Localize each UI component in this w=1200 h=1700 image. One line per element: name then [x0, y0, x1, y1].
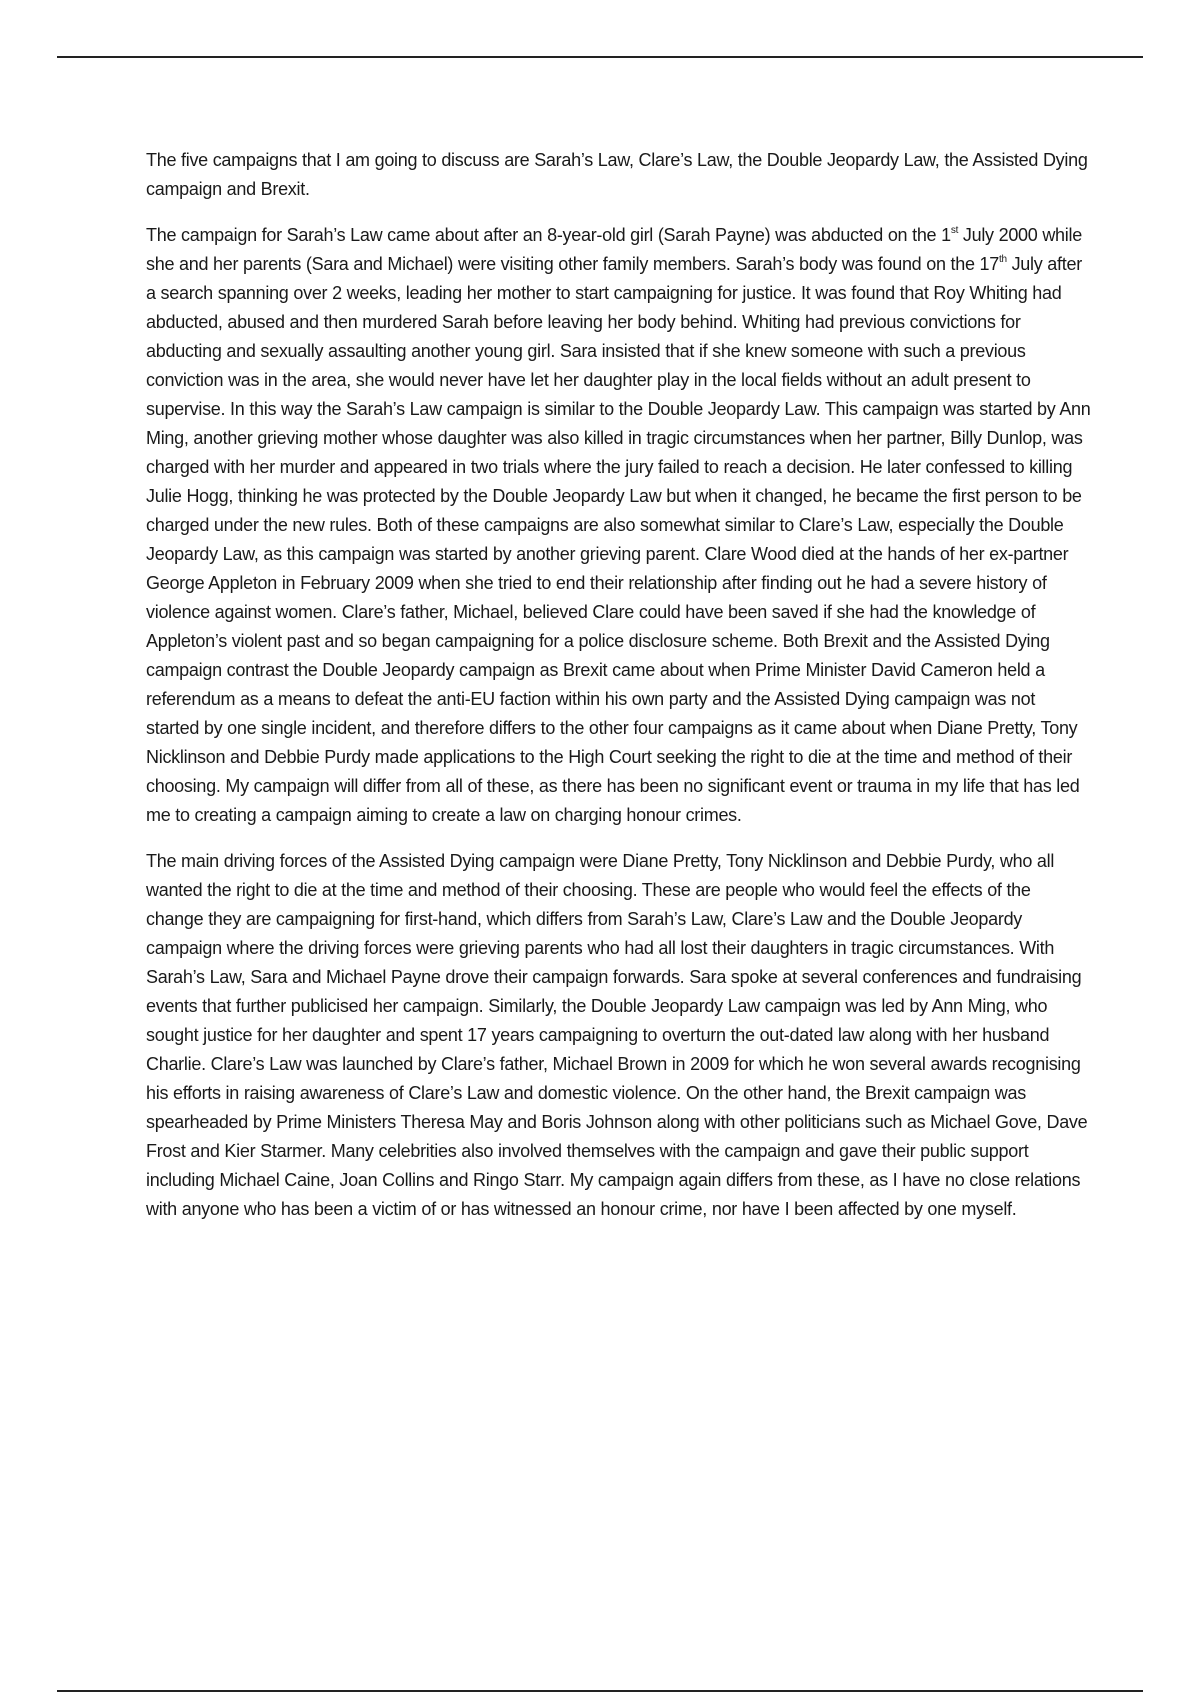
paragraph-text: The five campaigns that I am going to discuss are Sarah’s Law, Clare’s Law, the Double Jeopardy Law, the Assisted Dying campaign and Brexit. [146, 150, 1088, 199]
paragraph-text: July after a search spanning over 2 weeks, leading her mother to start campaigning for justice. It was found that Roy Whiting had abducted, abused and then murdered Sarah before leaving her body behind. Whiting had previous convictions for abducting and sexually assaulting another young girl. Sara insisted that if she knew someone with such a previous conviction was in the area, she would never have let her daughter play in the local fields without an adult present to supervise. In this way the Sarah’s Law campaign is similar to the Double Jeopardy Law. This campaign was started by Ann Ming, another grieving mother whose daughter was also killed in tragic circumstances when her partner, Billy Dunlop, was charged with her murder and appeared in two trials where the jury failed to reach a decision. He later confessed to killing Julie Hogg, thinking he was protected by the Double Jeopardy Law but when it changed, he became the first person to be charged under the new rules. Both of these campaigns are also somewhat similar to Clare’s Law, especially the Double Jeopardy Law, as this campaign was started by another grieving parent. Clare Wood died at the hands of her ex-partner George Appleton in February 2009 when she tried to end their relationship after finding out he had a severe history of violence against women. Clare’s father, Michael, believed Clare could have been saved if she had the knowledge of Appleton’s violent past and so began campaigning for a police disclosure scheme. Both Brexit and the Assisted Dying campaign contrast the Double Jeopardy campaign as Brexit came about when Prime Minister David Cameron held a referendum as a means to defeat the anti-EU faction within his own party and the Assisted Dying campaign was not started by one single incident, and therefore differs to the other four campaigns as it came about when Diane Pretty, Tony Nicklinson and Debbie Purdy made applications to the High Court seeking the right to die at the time and method of their choosing. My campaign will differ from all of these, as there has been no significant event or trauma in my life that has led me to creating a campaign aiming to create a law on charging honour crimes. [146, 254, 1091, 825]
paragraph-text: The main driving forces of the Assisted Dying campaign were Diane Pretty, Tony Nicklinson and Debbie Purdy, who all wanted the right to die at the time and method of their choosing. These are people who would feel the effects of the change they are campaigning for first-hand, which differs from Sarah’s Law, Clare’s Law and the Double Jeopardy campaign where the driving forces were grieving parents who had all lost their daughters in tragic circumstances. With Sarah’s Law, Sara and Michael Payne drove their campaign forwards. Sara spoke at several conferences and fundraising events that further publicised her campaign. Similarly, the Double Jeopardy Law campaign was led by Ann Ming, who sought justice for her daughter and spent 17 years campaigning to overturn the out-dated law along with her husband Charlie. Clare’s Law was launched by Clare’s father, Michael Brown in 2009 for which he won several awards recognising his efforts in raising awareness of Clare’s Law and domestic violence. On the other hand, the Brexit campaign was spearheaded by Prime Ministers Theresa May and Boris Johnson along with other politicians such as Michael Gove, Dave Frost and Kier Starmer. Many celebrities also involved themselves with the campaign and gave their public support including Michael Caine, Joan Collins and Ringo Starr. My campaign again differs from these, as I have no close relations with anyone who has been a victim of or has witnessed an honour crime, nor have I been affected by one myself. [146, 851, 1088, 1219]
ordinal-suffix: st [950, 225, 959, 236]
ordinal-suffix: th [998, 254, 1007, 265]
paragraph-driving-forces [146, 847, 1091, 1224]
paragraph-text: July 2000 while she and her parents (Sara and Michael) were visiting other family members. Sarah’s body was found on the 17 [146, 225, 1082, 274]
paragraph-intro [146, 146, 1091, 204]
paragraph-text: The campaign for Sarah’s Law came about after an 8-year-old girl (Sarah Payne) was abducted on the 1 [146, 225, 951, 245]
paragraph-origins [146, 221, 1091, 830]
footer-rule [57, 1690, 1143, 1692]
header-rule [57, 56, 1143, 58]
document-body [146, 146, 1091, 1241]
